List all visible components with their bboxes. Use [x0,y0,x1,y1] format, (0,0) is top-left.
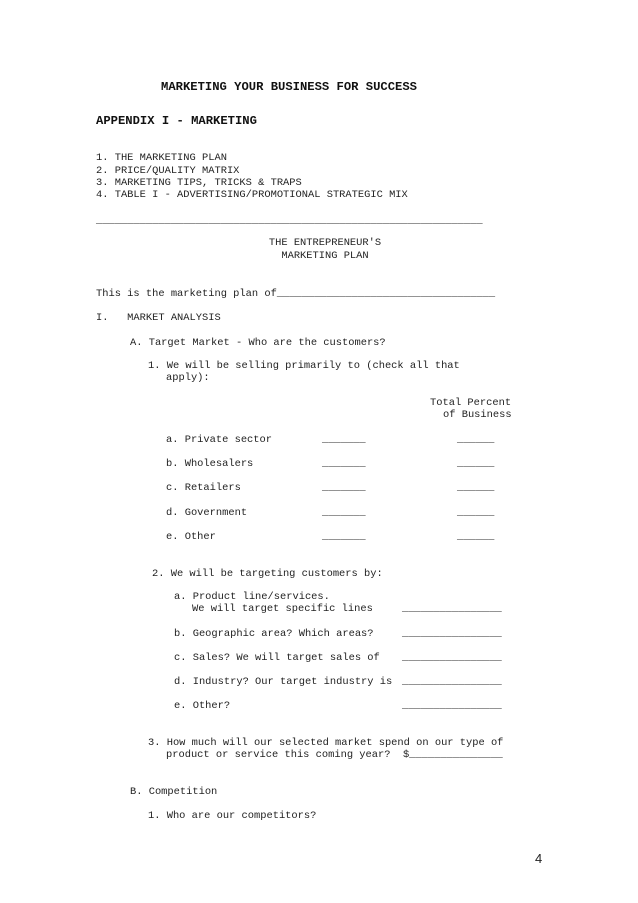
question-3-line1: 3. How much will our selected market spend on our type of [148,737,504,749]
sector-label: d. Government [166,507,248,519]
subsection-heading: B. Competition [130,786,218,798]
toc-item: 3. MARKETING TIPS, TRICKS & TRAPS [96,177,302,189]
column-header-line1: Total Percent [430,397,512,409]
subsection-heading: A. Target Market - Who are the customers? [130,337,386,349]
sector-check-blank[interactable]: _______ [322,507,366,519]
section-heading: I. MARKET ANALYSIS [96,312,221,324]
sector-label: c. Retailers [166,482,241,494]
sector-check-blank[interactable]: _______ [322,434,366,446]
sector-label: a. Private sector [166,434,273,446]
targeting-label: We will target specific lines [192,603,373,615]
sector-percent-blank[interactable]: ______ [457,531,495,543]
question-3-line2: product or service this coming year? $_______________ [166,749,503,761]
sector-percent-blank[interactable]: ______ [457,458,495,470]
sector-check-blank[interactable]: _______ [322,482,366,494]
targeting-label: b. Geographic area? Which areas? [174,628,374,640]
toc-item: 1. THE MARKETING PLAN [96,152,227,164]
targeting-label: c. Sales? We will target sales of [174,652,380,664]
appendix-heading: APPENDIX I - MARKETING [96,114,257,128]
plan-title-line1: THE ENTREPRENEUR'S [268,237,382,249]
sector-label: e. Other [166,531,216,543]
document-title: MARKETING YOUR BUSINESS FOR SUCCESS [161,80,417,94]
sector-percent-blank[interactable]: ______ [457,507,495,519]
page-number: 4 [535,851,543,866]
targeting-blank[interactable]: ________________ [402,628,502,640]
targeting-label: d. Industry? Our target industry is [174,676,393,688]
sector-check-blank[interactable]: _______ [322,458,366,470]
question-b1: 1. Who are our competitors? [148,810,317,822]
question-2: 2. We will be targeting customers by: [152,568,383,580]
targeting-label: a. Product line/services. [174,591,330,603]
targeting-blank[interactable]: ________________ [402,652,502,664]
question-1-line1: 1. We will be selling primarily to (check all that [148,360,460,372]
targeting-blank[interactable]: ________________ [402,676,502,688]
intro-line: This is the marketing plan of___________________________________ [96,288,496,300]
sector-label: b. Wholesalers [166,458,254,470]
targeting-blank[interactable]: ________________ [402,700,502,712]
sector-percent-blank[interactable]: ______ [457,482,495,494]
targeting-label: e. Other? [174,700,231,712]
plan-title-line2: MARKETING PLAN [281,250,369,262]
toc-item: 4. TABLE I - ADVERTISING/PROMOTIONAL STRATEGIC MIX [96,189,408,201]
targeting-blank[interactable]: ________________ [402,603,502,615]
toc-item: 2. PRICE/QUALITY MATRIX [96,165,240,177]
sector-check-blank[interactable]: _______ [322,531,366,543]
sector-percent-blank[interactable]: ______ [457,434,495,446]
question-1-line2: apply): [166,372,210,384]
separator-line: ______________________________________________________________ [96,215,483,227]
column-header-line2: of Business [443,409,512,421]
